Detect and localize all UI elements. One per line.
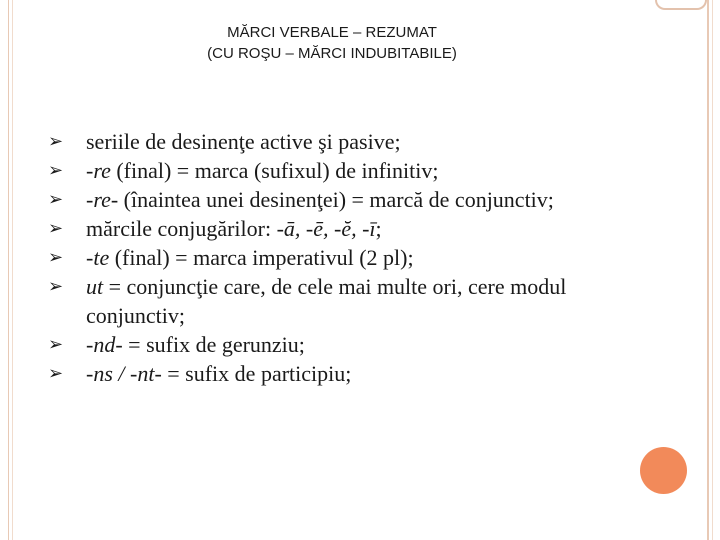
title-line-2: (CU ROŞU – MĂRCI INDUBITABILE) [207, 45, 457, 62]
list-item: ➢ -nd- = sufix de gerunziu; [48, 332, 305, 357]
arrow-bullet-icon: ➢ [48, 276, 64, 297]
top-ring-decoration [655, 0, 707, 10]
title-line-1: MĂRCI VERBALE – REZUMAT [227, 24, 437, 41]
arrow-bullet-icon: ➢ [48, 334, 64, 355]
right-border-line [707, 0, 709, 540]
arrow-bullet-icon: ➢ [48, 247, 64, 268]
arrow-bullet-icon: ➢ [48, 131, 64, 152]
arrow-bullet-icon: ➢ [48, 189, 64, 210]
list-item: ➢ seriile de desinenţe active şi pasive; [48, 129, 401, 154]
arrow-bullet-icon: ➢ [48, 160, 64, 181]
list-item: ➢ -te (final) = marca imperativul (2 pl); [48, 245, 414, 270]
arrow-bullet-icon: ➢ [48, 363, 64, 384]
list-item: ➢ mărcile conjugărilor: -ā, -ē, -ĕ, -ī; [48, 216, 382, 241]
left-border-line [8, 0, 9, 540]
slide-title [0, 22, 664, 64]
bullet-list [48, 127, 638, 388]
list-item: ➢ -ns / -nt- = sufix de participiu; [48, 361, 352, 386]
list-item: ➢ ut = conjuncţie care, de cele mai multe ori, cere modul conjunctiv; [48, 274, 567, 328]
left-border-line-inner [12, 0, 13, 540]
arrow-bullet-icon: ➢ [48, 218, 64, 239]
list-item: ➢ -re (final) = marca (sufixul) de infinitiv; [48, 158, 439, 183]
list-item: ➢ -re- (înaintea unei desinenţei) = marcă de conjunctiv; [48, 187, 554, 212]
orange-circle-decoration [640, 447, 687, 494]
right-border-line-inner [712, 0, 713, 540]
